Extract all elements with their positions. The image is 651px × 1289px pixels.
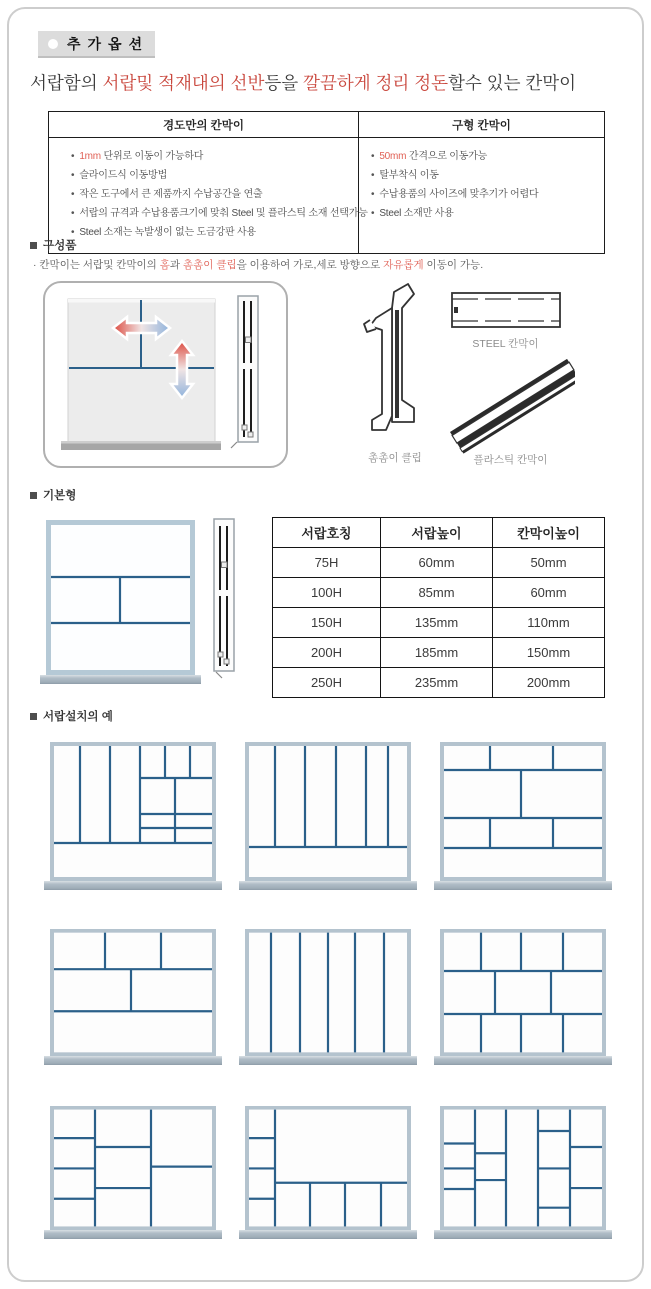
list-item: • Steel 소재만 사용 [371, 208, 454, 219]
page-title [30, 70, 576, 95]
list-item: • 수납용품의 사이즈에 맞추기가 어렵다 [371, 189, 539, 200]
drawer-base [434, 1230, 612, 1239]
plastic-divider-diagram [443, 358, 575, 454]
section-badge [38, 31, 155, 56]
title-text: 할수 있는 칸막이 [448, 73, 577, 93]
bullet-icon: • [71, 189, 75, 200]
title-highlight: 깔끔하게 정리 정돈 [303, 73, 449, 93]
badge-label: 추가옵션 [67, 35, 150, 52]
list-item: • 작은 도구에서 큰 제품까지 수납공간을 연출 [71, 189, 263, 200]
badge-bullet-icon [48, 39, 58, 49]
drawer-movement-diagram [45, 283, 282, 462]
comparison-cell-old [359, 138, 605, 254]
drawer-base [44, 881, 222, 890]
bullet-icon: • [371, 189, 375, 200]
size-col-header: 서랍높이 [381, 518, 493, 548]
bullet-icon: • [71, 208, 75, 219]
size-col-header: 서랍호칭 [273, 518, 381, 548]
divider-strip-side-view [213, 518, 235, 680]
list-item: • 1mm 단위로 이동이 가능하다 [71, 151, 204, 162]
bullet-icon: • [71, 170, 75, 181]
list-item: • 슬라이드식 이동방법 [71, 170, 168, 181]
title-text: 서랍함의 [30, 73, 103, 93]
size-table [272, 517, 605, 698]
drawer-example-8 [245, 1106, 411, 1230]
drawer-base [44, 1230, 222, 1239]
drawer-example-5 [245, 929, 411, 1056]
bullet-icon: • [371, 170, 375, 181]
drawer-base [434, 1056, 612, 1065]
drawer-example-7 [50, 1106, 216, 1230]
list-item: • Steel 소재는 녹발생이 없는 도금강판 사용 [71, 227, 256, 238]
bullet-icon: • [371, 208, 375, 219]
drawer-example-1 [50, 742, 216, 881]
comparison-cell-new [49, 138, 368, 254]
components-note: · 칸막이는 서랍및 칸막이의 홈과 촘촘이 클립을 이용하여 가로,세로 방향으로 자유롭게 이동이 가능. [33, 259, 484, 271]
clip-label: 촘촘이 클립 [368, 452, 422, 464]
title-text: 등을 [264, 73, 304, 93]
drawer-base [44, 1056, 222, 1065]
drawer-base [239, 1056, 417, 1065]
table-row: 250H 235mm 200mm [273, 668, 605, 698]
steel-divider-diagram [450, 286, 562, 334]
section-heading-basic: 기본형 [30, 487, 76, 503]
comparison-table [48, 111, 605, 254]
square-bullet-icon [30, 242, 37, 249]
comparison-header-old: 구형 칸막이 [359, 112, 605, 138]
divider-strip-side-view [231, 296, 258, 448]
drawer-example-3 [440, 742, 606, 881]
drawer-example-9 [440, 1106, 606, 1230]
drawer-base [239, 881, 417, 890]
bullet-icon: • [71, 151, 75, 162]
table-row: 100H 85mm 60mm [273, 578, 605, 608]
list-item: • 서랍의 규격과 수납용품크기에 맞춰 Steel 및 플라스틱 소재 선택가능 [71, 208, 368, 219]
clip-diagram [360, 282, 430, 442]
section-heading-components: 구성품 [30, 237, 76, 253]
bullet-icon: • [71, 227, 75, 238]
drawer-example-6 [440, 929, 606, 1056]
table-row: 150H 135mm 110mm [273, 608, 605, 638]
drawer-base [40, 675, 201, 684]
bullet-icon: • [371, 151, 375, 162]
list-item: • 50mm 간격으로 이동가능 [371, 151, 488, 162]
table-row: 200H 185mm 150mm [273, 638, 605, 668]
steel-divider-label: STEEL 칸막이 [472, 338, 539, 350]
drawer-base [434, 881, 612, 890]
section-heading-examples: 서랍설치의 예 [30, 708, 113, 724]
size-col-header: 칸막이높이 [493, 518, 605, 548]
drawer-example-4 [50, 929, 216, 1056]
basic-drawer-top-view [46, 520, 195, 675]
comparison-header-new: 경도만의 칸막이 [49, 112, 359, 138]
table-row: 75H 60mm 50mm [273, 548, 605, 578]
drawer-example-2 [245, 742, 411, 881]
title-highlight: 서랍및 적재대의 선반 [102, 73, 265, 93]
list-item: • 탈부착식 이동 [371, 170, 439, 181]
square-bullet-icon [30, 713, 37, 720]
plastic-divider-label: 플라스틱 칸막이 [473, 454, 548, 466]
basic-drawer-diagram [46, 520, 195, 675]
drawer-base [239, 1230, 417, 1239]
movement-diagram-box [43, 281, 288, 468]
square-bullet-icon [30, 492, 37, 499]
